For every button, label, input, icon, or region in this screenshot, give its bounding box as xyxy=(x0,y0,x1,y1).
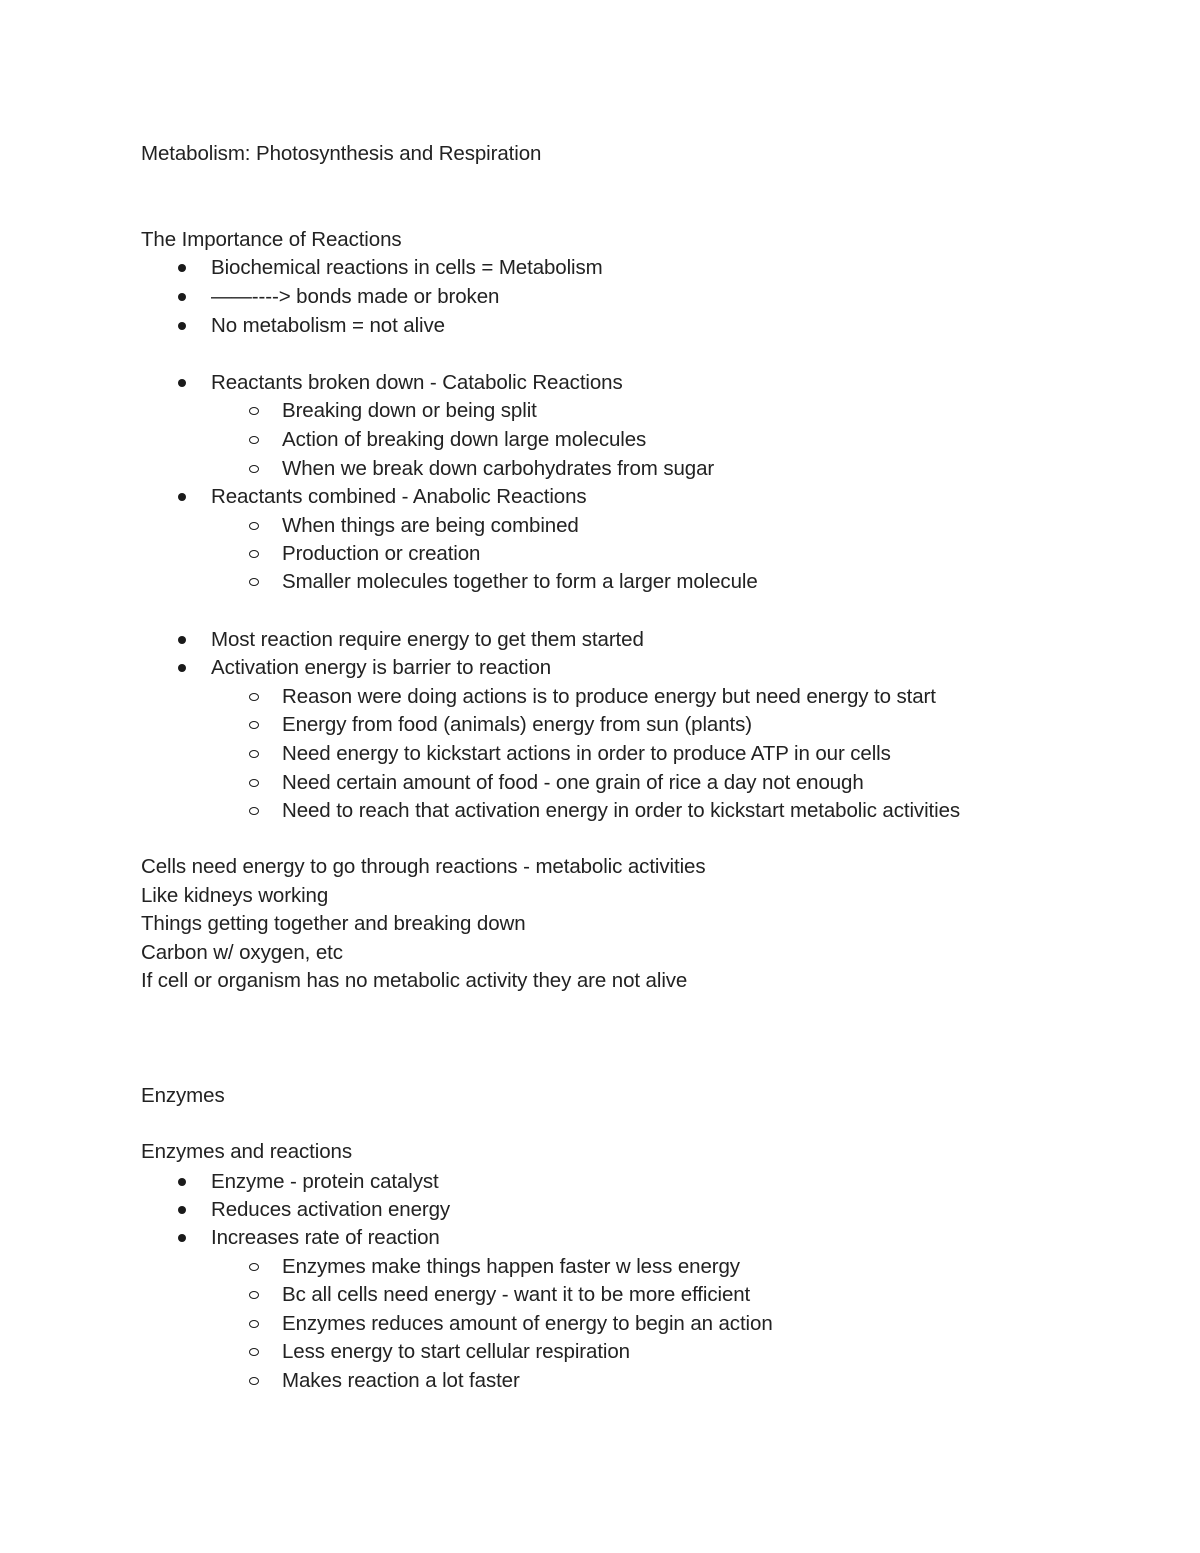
list-item: Biochemical reactions in cells = Metabolism xyxy=(211,256,603,279)
sub-list-item: Need to reach that activation energy in order to kickstart metabolic activities xyxy=(282,799,961,822)
sub-list-item: When we break down carbohydrates from sugar xyxy=(282,457,715,480)
sub-list-item: When things are being combined xyxy=(282,514,579,537)
sub-bullet-circle xyxy=(249,1263,259,1271)
sub-list-item: Production or creation xyxy=(282,542,481,565)
sub-bullet-circle xyxy=(249,1348,259,1356)
list-item: Reduces activation energy xyxy=(211,1198,451,1221)
bullet-dot xyxy=(178,493,186,501)
sub-list-item: Need certain amount of food - one grain of rice a day not enough xyxy=(282,771,864,794)
section-heading: Enzymes xyxy=(141,1084,225,1107)
sub-list-item: Enzymes make things happen faster w less energy xyxy=(282,1255,740,1278)
sub-list-item: Smaller molecules together to form a larger molecule xyxy=(282,570,758,593)
sub-bullet-circle xyxy=(249,1377,259,1385)
bullet-dot xyxy=(178,1178,186,1186)
sub-list-item: Action of breaking down large molecules xyxy=(282,428,647,451)
bullet-dot xyxy=(178,1234,186,1242)
sub-list-item: Makes reaction a lot faster xyxy=(282,1369,520,1392)
paragraph-line: Carbon w/ oxygen, etc xyxy=(141,941,343,964)
sub-bullet-circle xyxy=(249,721,259,729)
paragraph-line: If cell or organism has no metabolic activity they are not alive xyxy=(141,969,688,992)
list-item: ——----> bonds made or broken xyxy=(211,285,500,308)
bullet-dot xyxy=(178,322,186,330)
bullet-dot xyxy=(178,1206,186,1214)
sub-bullet-circle xyxy=(249,693,259,701)
list-item: Most reaction require energy to get them started xyxy=(211,628,644,651)
sub-bullet-circle xyxy=(249,465,259,473)
list-item: Increases rate of reaction xyxy=(211,1226,440,1249)
sub-list-item: Energy from food (animals) energy from sun (plants) xyxy=(282,713,753,736)
bullet-dot xyxy=(178,293,186,301)
sub-bullet-circle xyxy=(249,407,259,415)
sub-bullet-circle xyxy=(249,779,259,787)
subsection-heading: Enzymes and reactions xyxy=(141,1140,352,1163)
paragraph-line: Cells need energy to go through reactions - metabolic activities xyxy=(141,855,706,878)
sub-bullet-circle xyxy=(249,578,259,586)
list-item: Reactants broken down - Catabolic Reactions xyxy=(211,371,623,394)
bullet-dot xyxy=(178,379,186,387)
document-title: Metabolism: Photosynthesis and Respiration xyxy=(141,142,542,165)
bullet-dot xyxy=(178,264,186,272)
list-item: Enzyme - protein catalyst xyxy=(211,1170,439,1193)
list-item: No metabolism = not alive xyxy=(211,314,445,337)
sub-list-item: Breaking down or being split xyxy=(282,399,537,422)
section-heading: The Importance of Reactions xyxy=(141,228,402,251)
sub-bullet-circle xyxy=(249,550,259,558)
paragraph-line: Like kidneys working xyxy=(141,884,329,907)
bullet-dot xyxy=(178,636,186,644)
sub-bullet-circle xyxy=(249,436,259,444)
sub-bullet-circle xyxy=(249,1320,259,1328)
sub-bullet-circle xyxy=(249,522,259,530)
sub-list-item: Need energy to kickstart actions in order to produce ATP in our cells xyxy=(282,742,891,765)
sub-list-item: Less energy to start cellular respiration xyxy=(282,1340,630,1363)
paragraph-line: Things getting together and breaking down xyxy=(141,912,526,935)
sub-list-item: Enzymes reduces amount of energy to begin an action xyxy=(282,1312,773,1335)
sub-list-item: Reason were doing actions is to produce energy but need energy to start xyxy=(282,685,936,708)
list-item: Reactants combined - Anabolic Reactions xyxy=(211,485,587,508)
list-item: Activation energy is barrier to reaction xyxy=(211,656,552,679)
sub-bullet-circle xyxy=(249,807,259,815)
bullet-dot xyxy=(178,664,186,672)
sub-list-item: Bc all cells need energy - want it to be more efficient xyxy=(282,1283,751,1306)
sub-bullet-circle xyxy=(249,750,259,758)
sub-bullet-circle xyxy=(249,1291,259,1299)
